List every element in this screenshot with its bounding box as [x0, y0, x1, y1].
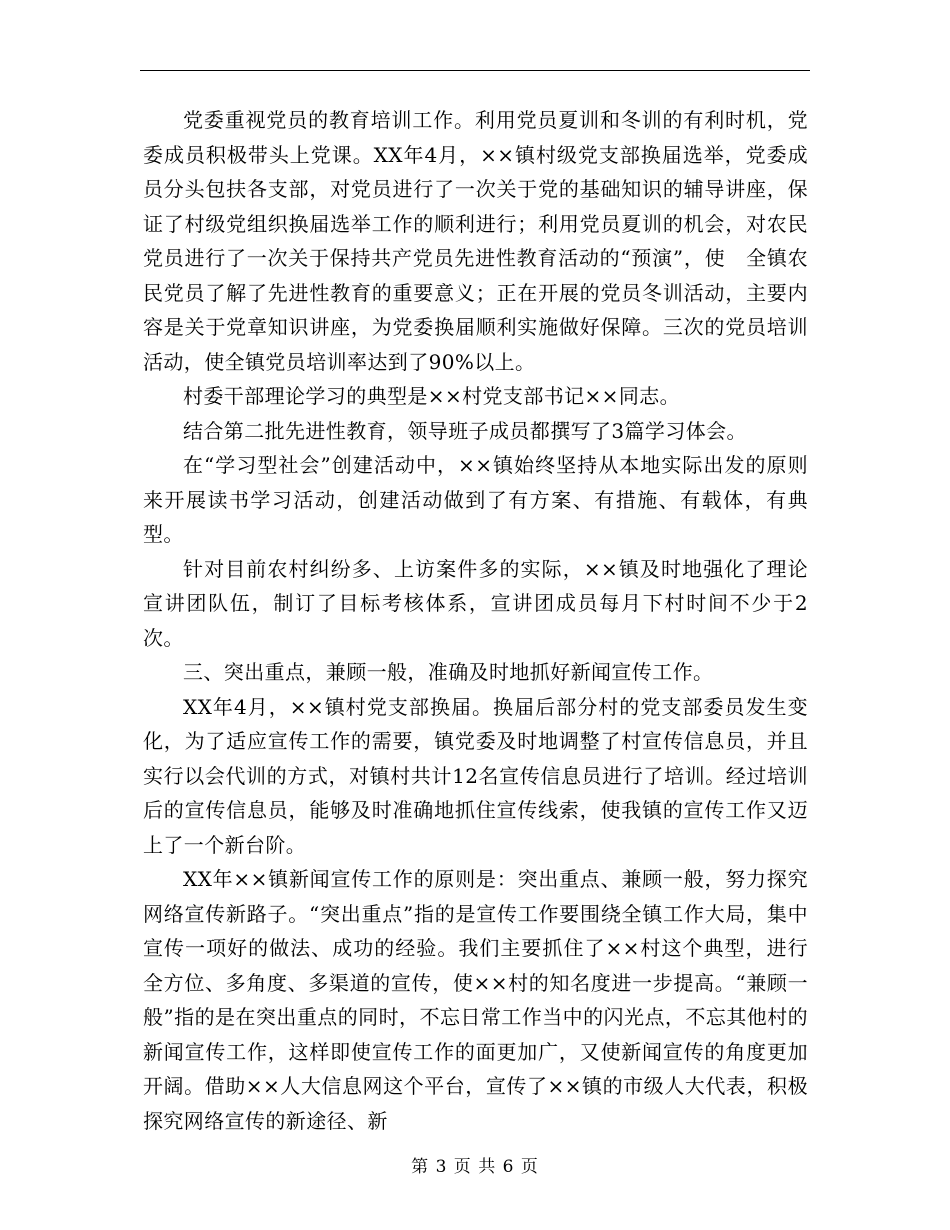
page-number: 第 3 页 共 6 页	[411, 1157, 539, 1177]
section-heading-news: 三、突出重点，兼顾一般，准确及时地抓好新闻宣传工作。	[183, 660, 714, 684]
paragraph-theory-study: 村委干部理论学习的典型是××村党支部书记××同志。	[183, 384, 681, 408]
paragraph-news-principles: XX年××镇新闻宣传工作的原则是：突出重点、兼顾一般，努力探究网络宣传新路子。“突出重点”指的是宣传工作要围绕全镇工作大局，集中宣传一项好的做法、成功的经验。我们主要抓住了××村这个典型，进行全方位、多角度、多渠道的宣传，使××村的知名度进一步提高。“兼顾一般”指的是在突出重点的同时，不忘日常工作当中的闪光点，不忘其他村的新闻宣传工作，这样即使宣传工作的面更加广，又使新闻宣传的角度更加开阔。借助××人大信息网这个平台，宣传了××镇的市级人大代表，积极探究网络宣传的新途径、新	[143, 867, 808, 1133]
paragraph-lecture-team: 针对目前农村纠纷多、上访案件多的实际，××镇及时地强化了理论宣讲团队伍，制订了目标考核体系，宣讲团成员每月下村时间不少于2次。	[143, 556, 808, 650]
paragraph-study-reports: 结合第二批先进性教育，领导班子成员都撰写了3篇学习体会。	[183, 418, 747, 443]
header-rule	[140, 70, 810, 71]
document-body	[143, 103, 808, 1138]
paragraph-party-training: 党委重视党员的教育培训工作。利用党员夏训和冬训的有利时机，党委成员积极带头上党课。XX年4月，××镇村级党支部换届选举，党委成员分头包扶各支部，对党员进行了一次关于党的基础知识的辅导讲座，保证了村级党组织换届选举工作的顺利进行；利用党员夏训的机会，对农民党员进行了一次关于保持共产党员先进性教育活动的“预演”，使 全镇农民党员了解了先进性教育的重要意义；正在开展的党员冬训活动，主要内容是关于党章知识讲座，为党委换届顺利实施做好保障。三次的党员培训活动，使全镇党员培训率达到了90%以上。	[143, 108, 808, 374]
page-footer	[0, 1152, 950, 1177]
paragraph-info-staff: XX年4月，××镇村党支部换届。换届后部分村的党支部委员发生变化，为了适应宣传工作的需要，镇党委及时地调整了村宣传信息员，并且实行以会代训的方式，对镇村共计12名宣传信息员进行了培训。经过培训后的宣传信息员，能够及时准确地抓住宣传线索，使我镇的宣传工作又迈上了一个新台阶。	[143, 694, 808, 857]
paragraph-learning-society: 在“学习型社会”创建活动中，××镇始终坚持从本地实际出发的原则来开展读书学习活动，创建活动做到了有方案、有措施、有载体，有典型。	[143, 453, 808, 546]
